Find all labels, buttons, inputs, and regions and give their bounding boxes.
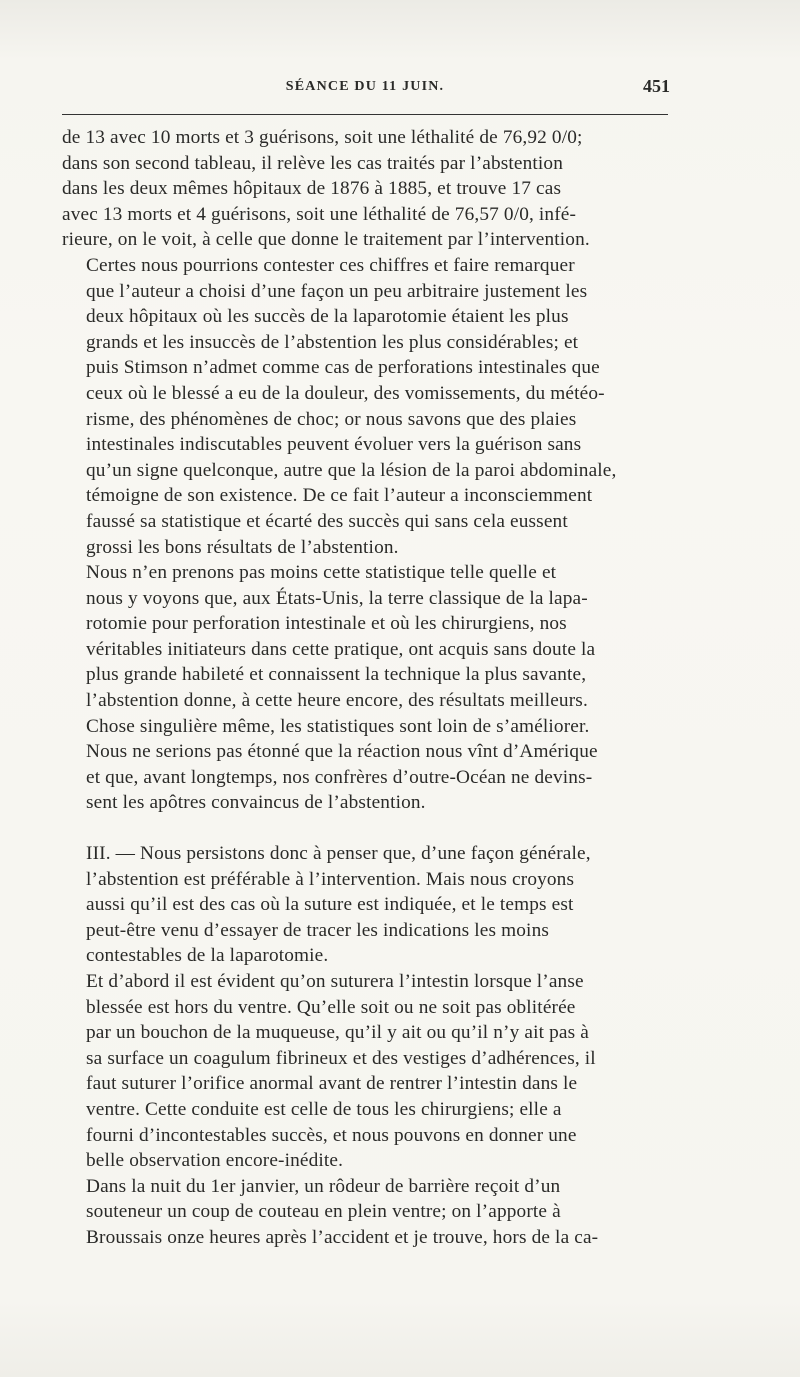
- text-line: Broussais onze heures après l’accident et je trouve, hors de la ca-: [86, 1226, 599, 1248]
- text-line: ceux où le blessé a eu de la douleur, des vomissements, du météo-: [86, 382, 605, 404]
- text-line: l’abstention est préférable à l’intervention. Mais nous croyons: [86, 868, 575, 890]
- text-line: grands et les insuccès de l’abstention les plus considérables; et: [86, 331, 579, 353]
- text-line: nous y voyons que, aux États-Unis, la terre classique de la lapa-: [86, 587, 588, 609]
- body-text: [62, 125, 671, 1251]
- text-line: par un bouchon de la muqueuse, qu’il y ait ou qu’il n’y ait pas à: [86, 1022, 589, 1044]
- text-line: rotomie pour perforation intestinale et où les chirurgiens, nos: [86, 613, 567, 635]
- text-line: ventre. Cette conduite est celle de tous les chirurgiens; elle a: [86, 1098, 562, 1120]
- text-line: intestinales indiscutables peuvent évoluer vers la guérison sans: [86, 434, 582, 456]
- text-line: Nous ne serions pas étonné que la réaction nous vînt d’Amérique: [86, 741, 598, 763]
- text-line: fourni d’incontestables succès, et nous pouvons en donner une: [86, 1124, 577, 1146]
- section-iii-paragraph: [62, 841, 671, 969]
- text-line: véritables initiateurs dans cette pratique, ont acquis sans doute la: [86, 638, 596, 660]
- text-line: Dans la nuit du 1er janvier, un rôdeur de barrière reçoit d’un: [86, 1175, 561, 1197]
- text-line: contestables de la laparotomie.: [86, 945, 329, 967]
- paragraph: [62, 714, 671, 816]
- paragraph: [62, 969, 671, 1174]
- text-line: Nous n’en prenons pas moins cette statistique telle quelle et: [86, 562, 557, 584]
- text-line: que l’auteur a choisi d’une façon un peu arbitraire justement les: [86, 280, 588, 302]
- text-line: Chose singulière même, les statistiques sont loin de s’améliorer.: [86, 715, 590, 737]
- text-line: l’abstention donne, à cette heure encore, des résultats meilleurs.: [86, 690, 588, 712]
- text-line: sent les apôtres convaincus de l’abstention.: [86, 792, 426, 814]
- paragraph-continuation: [62, 125, 671, 253]
- page-number: 451: [643, 76, 670, 96]
- text-line: qu’un signe quelconque, autre que la lésion de la paroi abdominale,: [86, 459, 617, 481]
- text-line: avec 13 morts et 4 guérisons, soit une léthalité de 76,57 0/0, infé-: [62, 203, 577, 225]
- text-line: aussi qu’il est des cas où la suture est indiquée, et le temps est: [86, 894, 574, 916]
- running-title: SÉANCE DU 11 JUIN.: [285, 79, 445, 94]
- text-line: témoigne de son existence. De ce fait l’auteur a inconsciemment: [86, 485, 593, 507]
- text-line: et que, avant longtemps, nos confrères d’outre-Océan ne devins-: [86, 766, 593, 788]
- paragraph: [62, 1174, 671, 1251]
- text-line: souteneur un coup de couteau en plein ventre; on l’apporte à: [86, 1201, 561, 1223]
- text-line: dans son second tableau, il relève les cas traités par l’abstention: [62, 152, 564, 174]
- text-line: Et d’abord il est évident qu’on suturera l’intestin lorsque l’anse: [86, 971, 584, 992]
- text-line: risme, des phénomènes de choc; or nous savons que des plaies: [86, 408, 577, 430]
- header-rule: [62, 114, 668, 115]
- text-line: deux hôpitaux où les succès de la laparotomie étaient les plus: [86, 306, 569, 328]
- text-line: faut suturer l’orifice anormal avant de rentrer l’intestin dans le: [86, 1073, 578, 1095]
- text-line: belle observation encore-inédite.: [86, 1150, 344, 1172]
- page-header: [62, 76, 668, 102]
- text-line: Certes nous pourrions contester ces chiffres et faire remarquer: [86, 254, 575, 276]
- paragraph: [62, 253, 671, 560]
- text-line: puis Stimson n’admet comme cas de perforations intestinales que: [86, 357, 600, 379]
- text-line: dans les deux mêmes hôpitaux de 1876 à 1885, et trouve 17 cas: [62, 178, 562, 200]
- text-line: grossi les bons résultats de l’abstention.: [86, 536, 399, 558]
- text-line: blessée est hors du ventre. Qu’elle soit ou ne soit pas oblitérée: [86, 996, 576, 1018]
- text-line: de 13 avec 10 morts et 3 guérisons, soit une léthalité de 76,92 0/0;: [62, 127, 583, 148]
- text-line: peut-être venu d’essayer de tracer les indications les moins: [86, 919, 550, 941]
- text-line: III. — Nous persistons donc à penser que, d’une façon générale,: [86, 843, 591, 865]
- text-line: faussé sa statistique et écarté des succès qui sans cela eussent: [86, 510, 568, 532]
- text-line: rieure, on le voit, à celle que donne le traitement par l’intervention.: [62, 229, 590, 251]
- text-line: plus grande habileté et connaissent la technique la plus savante,: [86, 664, 587, 686]
- text-line: sa surface un coagulum fibrineux et des vestiges d’adhérences, il: [86, 1047, 596, 1069]
- paragraph: [62, 560, 671, 714]
